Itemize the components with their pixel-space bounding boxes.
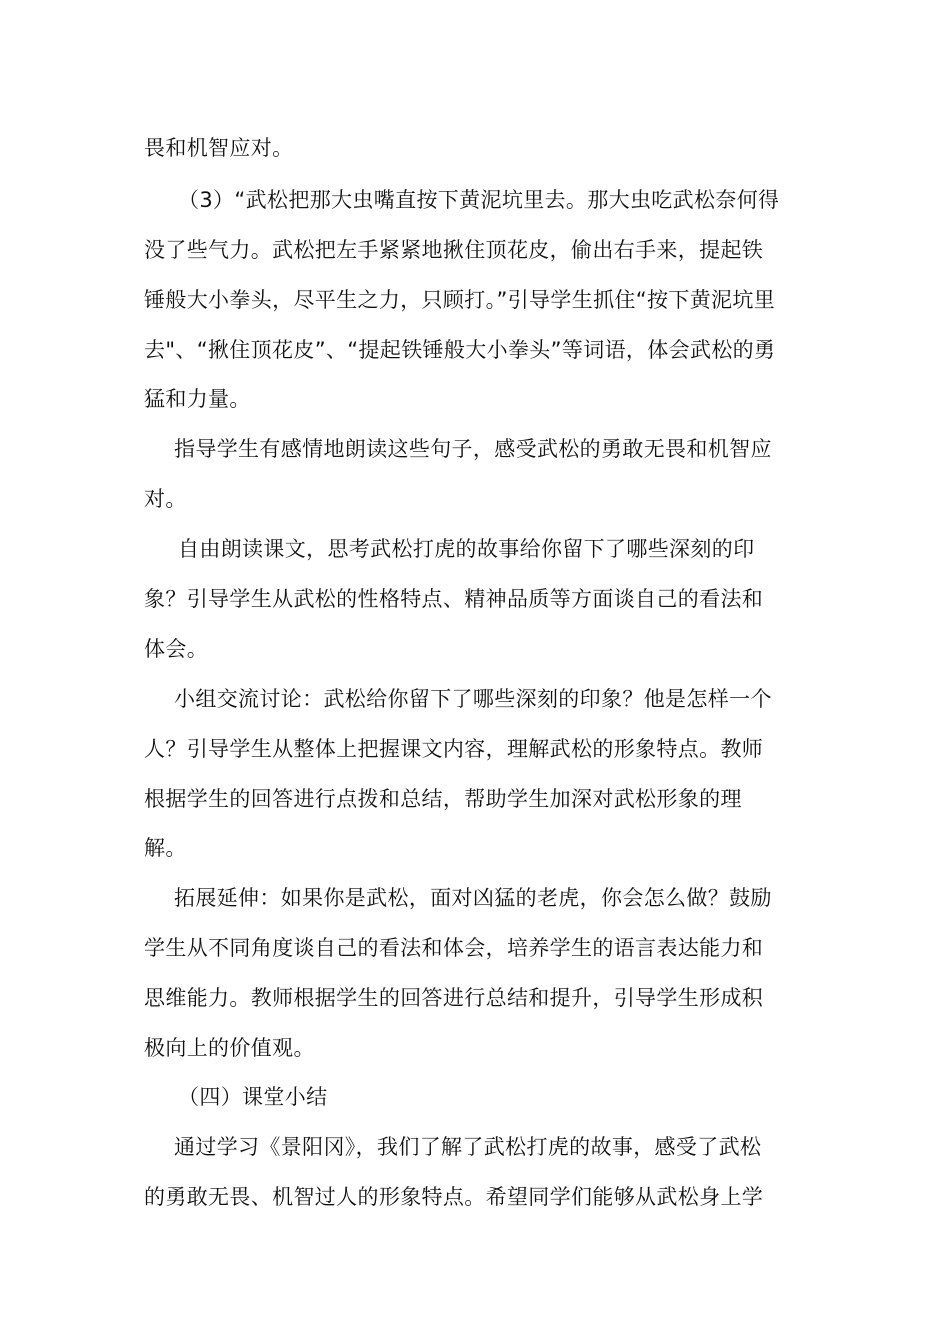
text-line: 体会。 <box>144 637 209 661</box>
text-line: 去"、“揪住顶花皮”、“提起铁锤般大小拳头”等词语，体会武松的勇 <box>144 338 776 362</box>
text-line: 拓展延伸：如果你是武松，面对凶猛的老虎，你会怎么做？鼓励 <box>174 886 772 910</box>
text-line: 象？引导学生从武松的性格特点、精神品质等方面谈自己的看法和 <box>144 587 764 611</box>
text-line: 小组交流讨论：武松给你留下了哪些深刻的印象？他是怎样一个 <box>174 687 772 711</box>
text-line: 畏和机智应对。 <box>144 136 294 160</box>
text-line: 思维能力。教师根据学生的回答进行总结和提升，引导学生形成积 <box>144 986 764 1010</box>
section-heading: （四）课堂小结 <box>178 1085 328 1109</box>
text-line: （3）“武松把那大虫嘴直按下黄泥坑里去。那大虫吃武松奈何得 <box>178 188 780 212</box>
text-line: 指导学生有感情地朗读这些句子，感受武松的勇敢无畏和机智应 <box>174 437 772 461</box>
text-line: 对。 <box>144 487 187 511</box>
text-line: 通过学习《景阳冈》，我们了解了武松打虎的故事，感受了武松 <box>174 1135 762 1159</box>
text-line: 锤般大小拳头，尽平生之力，只顾打。”引导学生抓住“按下黄泥坑里 <box>144 288 776 312</box>
text-line: 学生从不同角度谈自己的看法和体会，培养学生的语言表达能力和 <box>144 936 764 960</box>
text-line: 的勇敢无畏、机智过人的形象特点。希望同学们能够从武松身上学 <box>144 1185 764 1209</box>
text-line: 人？引导学生从整体上把握课文内容，理解武松的形象特点。教师 <box>144 737 764 761</box>
text-line: 根据学生的回答进行点拨和总结，帮助学生加深对武松形象的理 <box>144 787 742 811</box>
text-line: 极向上的价值观。 <box>144 1036 315 1060</box>
text-line: 没了些气力。武松把左手紧紧地揪住顶花皮，偷出右手来，提起铁 <box>144 238 764 262</box>
text-line: 猛和力量。 <box>144 387 251 411</box>
text-line: 解。 <box>144 836 187 860</box>
text-line: 自由朗读课文，思考武松打虎的故事给你留下了哪些深刻的印 <box>178 537 755 561</box>
